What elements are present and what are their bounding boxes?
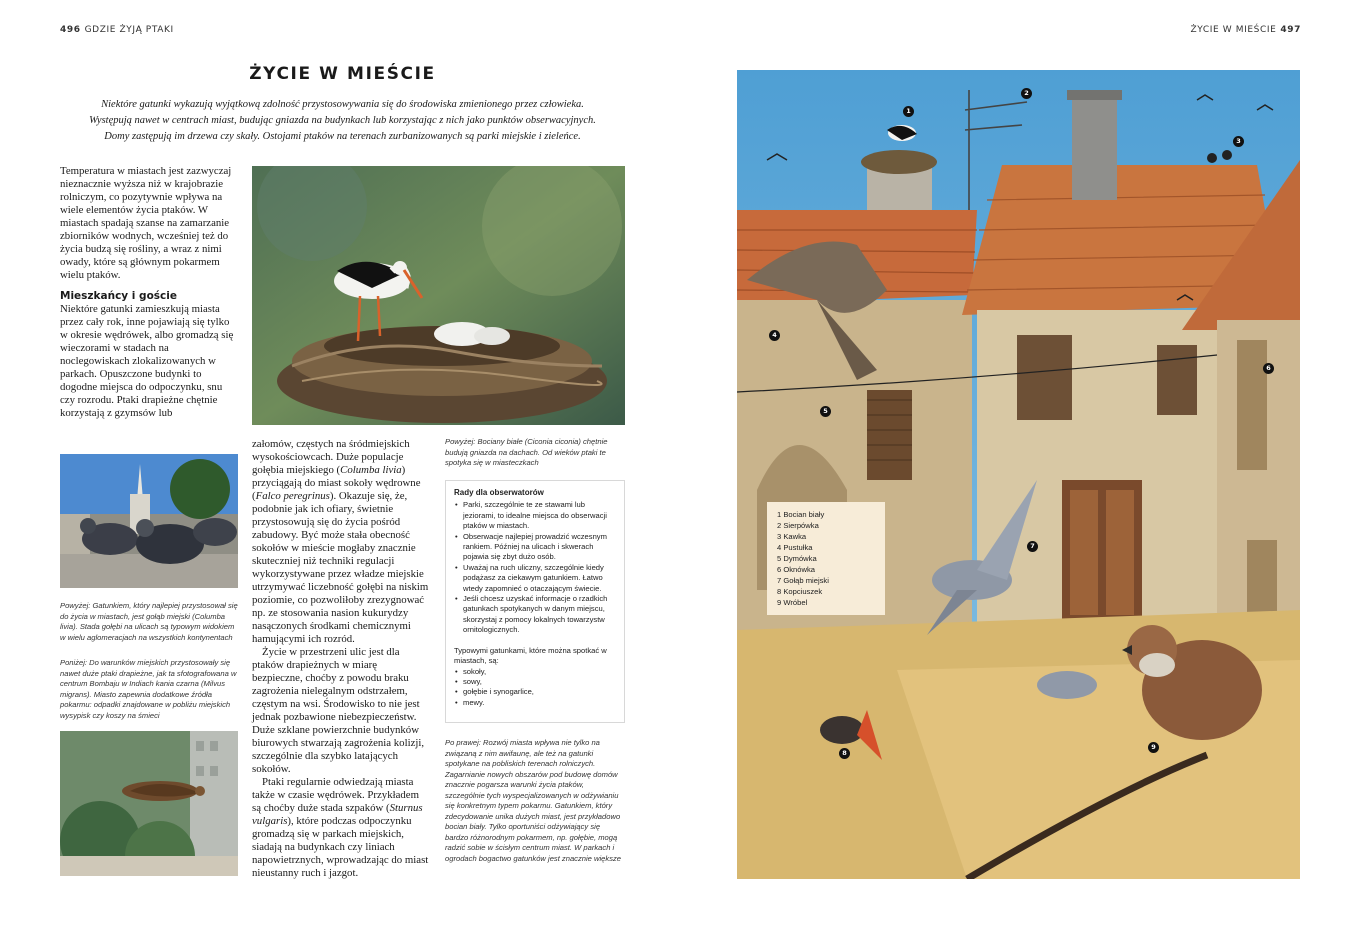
legend-item: 4 Pustułka xyxy=(777,543,813,552)
list-item: • mewy. xyxy=(454,698,616,708)
species-list xyxy=(454,667,616,709)
column-1 xyxy=(60,165,235,420)
marker-8: 8 xyxy=(839,748,850,759)
legend-item: 9 Wróbel xyxy=(777,598,808,607)
body-paragraph: załomów, częstych na śródmiejskich wysokościowcach. Duże populacje gołębia miejskiego (Columba livia) przyciągają do miast sokoły wędrowne (Falco peregrinus). Okazuje się, że, podobnie jak ich ofiary, świetnie przystosowują się do życia pośród zabudowy. Być może stała obecność sokołów w mieście mogłaby znacznie skuteczniej niż techniki regulacji wykorzystywane przez władze miejskie utrzymywać liczebność gołębi na niskim poziomie, co pozwoliłoby zrezygnować np. ze stosowania nasion kukurydzy nasączonych środkami chemicznymi hamującymi ich rozród. xyxy=(252,438,429,645)
body-paragraph: Ptaki regularnie odwiedzają miasta także w czasie wędrówek. Przykładem są choćby duże stada szpaków (Sturnus vulgaris), które podczas odpoczynku gromadzą się w parkach miejskich, siadają na budynkach czy liniach napowietrznych, wprowadzając do miast nieustanny ruch i jazgot. xyxy=(252,776,429,879)
intro-line: Występują nawet w centrach miast, budując gniazda na budynkach lub korzystając z nich jako punktów obserwacyjnych. xyxy=(89,115,596,126)
marker-9: 9 xyxy=(1148,742,1159,753)
species-intro: Typowymi gatunkami, które można spotkać w miastach, są: xyxy=(454,645,607,666)
tips-list xyxy=(454,500,616,635)
marker-3: 3 xyxy=(1233,136,1244,147)
running-title-right: ŻYCIE W MIEŚCIE xyxy=(1190,25,1277,35)
observer-tips-box xyxy=(445,480,625,723)
marker-1: 1 xyxy=(903,106,914,117)
legend-item: 7 Gołąb miejski xyxy=(777,576,829,585)
running-title-left: GDZIE ŻYJĄ PTAKI xyxy=(84,25,174,35)
species-legend xyxy=(767,502,885,615)
legend-item: 6 Oknówka xyxy=(777,565,815,574)
kite-photo xyxy=(60,731,238,876)
intro-line: Domy zastępują im drzewa czy skały. Ostojami ptaków na terenach zurbanizowanych są parki miejskie i zieleńce. xyxy=(104,131,581,142)
article-intro xyxy=(60,97,625,145)
kite-caption: Poniżej: Do warunków miejskich przystosowały się nawet duże ptaki drapieżne, jak ta sfotografowana w centrum Bombaju w Indiach kania czarna (Milvus migrans). Miasto zapewnia dodatkowe źródła pokarmu: odpadki znajdowane w pobliżu miejskich wysypisk czy koszy na śmieci xyxy=(60,658,237,720)
marker-5: 5 xyxy=(820,406,831,417)
pigeons-caption: Powyżej: Gatunkiem, który najlepiej przystosował się do życia w miastach, jest gołąb miejski (Columba livia). Stada gołębi na ulicach są typowym widokiem w wielu aglomeracjach na wszystkich kontynentach xyxy=(60,601,238,642)
marker-2: 2 xyxy=(1021,88,1032,99)
list-item: • Jeśli chcesz uzyskać informacje o rzadkich gatunkach spotykanych w danym miejscu, skorzystaj z pomocy lokalnych towarzystw ornitologicznych. xyxy=(454,594,616,636)
pigeons-photo xyxy=(60,454,238,588)
city-birds-illustration xyxy=(737,70,1300,879)
body-paragraph: Niektóre gatunki zamieszkują miasta przez cały rok, inne pojawiają się tylko w okresie wędrówek, albo gromadzą się wieczorami w stadach na noclegowiskach zlokalizowanych w parkach. Opuszczone budynki to dogodne miejsca do odpoczynku, snu czy rozrodu. Ptaki drapieżne chętnie korzystają z gzymsów lub xyxy=(60,303,234,419)
list-item: • sowy, xyxy=(454,677,616,687)
legend-item: 3 Kawka xyxy=(777,532,807,541)
page-number-left: 496 xyxy=(60,25,81,35)
stork-photo xyxy=(252,166,625,425)
article-title: ŻYCIE W MIEŚCIE xyxy=(249,64,436,84)
list-item: • gołębie i synogarlice, xyxy=(454,687,616,697)
intro-line: Niektóre gatunki wykazują wyjątkową zdolność przystosowywania się do środowiska zmienionego przez człowieka. xyxy=(101,99,584,110)
running-head-right xyxy=(1191,25,1301,35)
running-head-left xyxy=(60,25,174,35)
marker-4: 4 xyxy=(769,330,780,341)
body-paragraph: Życie w przestrzeni ulic jest dla ptaków drapieżnych w miarę bezpieczne, choćby z powodu braku zagrożenia nielegalnym odstrzałem, częstym na wsi. Środowisko to nie jest jednak pozbawione niebezpieczeństw. Duże szklane powierzchnie budynków biurowych stwarzają zagrożenia kolizji, szczególnie dla szybko latających sokołów. xyxy=(252,646,425,775)
column-2 xyxy=(252,438,430,880)
marker-6: 6 xyxy=(1263,363,1274,374)
body-paragraph: Temperatura w miastach jest zazwyczaj nieznacznie wyższa niż w krajobrazie rolniczym, co pozytywnie wpływa na wiele elementów życia ptaków. W miastach spadają szanse na zamarzanie zbiorników wodnych, wcześniej też do życia budzą się rośliny, a wraz z nimi owady, które są głównym pokarmem wielu ptaków. xyxy=(60,165,232,281)
tips-title: Rady dla obserwatorów xyxy=(454,488,544,497)
legend-item: 5 Dymówka xyxy=(777,554,817,563)
legend-item: 2 Sierpówka xyxy=(777,521,819,530)
stork-caption: Powyżej: Bociany białe (Ciconia ciconia) chętnie budują gniazda na dachach. Od wieków ptaki te spotyka się w miasteczkach xyxy=(445,437,608,467)
list-item: • Uważaj na ruch uliczny, szczególnie kiedy podążasz za ciekawym gatunkiem. Łatwo wtedy zapomnieć o otaczającym świecie. xyxy=(454,563,616,594)
list-item: • Parki, szczególnie te ze stawami lub jeziorami, to idealne miejsca do obserwacji ptaków w miastach. xyxy=(454,500,616,531)
list-item: • sokoły, xyxy=(454,667,616,677)
illustration-caption: Po prawej: Rozwój miasta wpływa nie tylko na związaną z nim awifaunę, ale też na gatunki spotykane na pobliskich terenach rolniczych. Zagarnianie nowych obszarów pod budowę domów znacznie pogarsza warunki życia ptaków, szczególnie tych wyspecjalizowanych w odżywianiu się konkretnym typem pokarmu. Gatunkiem, który zdecydowanie unika dużych miast, jest przykładowo bocian biały. Tylko oportuniści odżywiający się bardzo różnorodnym pokarmem, np. gołębie, mogą radzić sobie w ścisłym centrum miast. W parkach i ogrodach bogactwo gatunków jest znacznie większe xyxy=(445,738,622,863)
legend-item: 8 Kopciuszek xyxy=(777,587,823,596)
marker-7: 7 xyxy=(1027,541,1038,552)
page-number-right: 497 xyxy=(1280,25,1301,35)
subheading: Mieszkańcy i goście xyxy=(60,290,177,302)
legend-item: 1 Bocian biały xyxy=(777,510,825,519)
list-item: • Obserwacje najlepiej prowadzić wczesnym rankiem. Później na ulicach i skwerach pojawia się zbyt dużo osób. xyxy=(454,532,616,563)
